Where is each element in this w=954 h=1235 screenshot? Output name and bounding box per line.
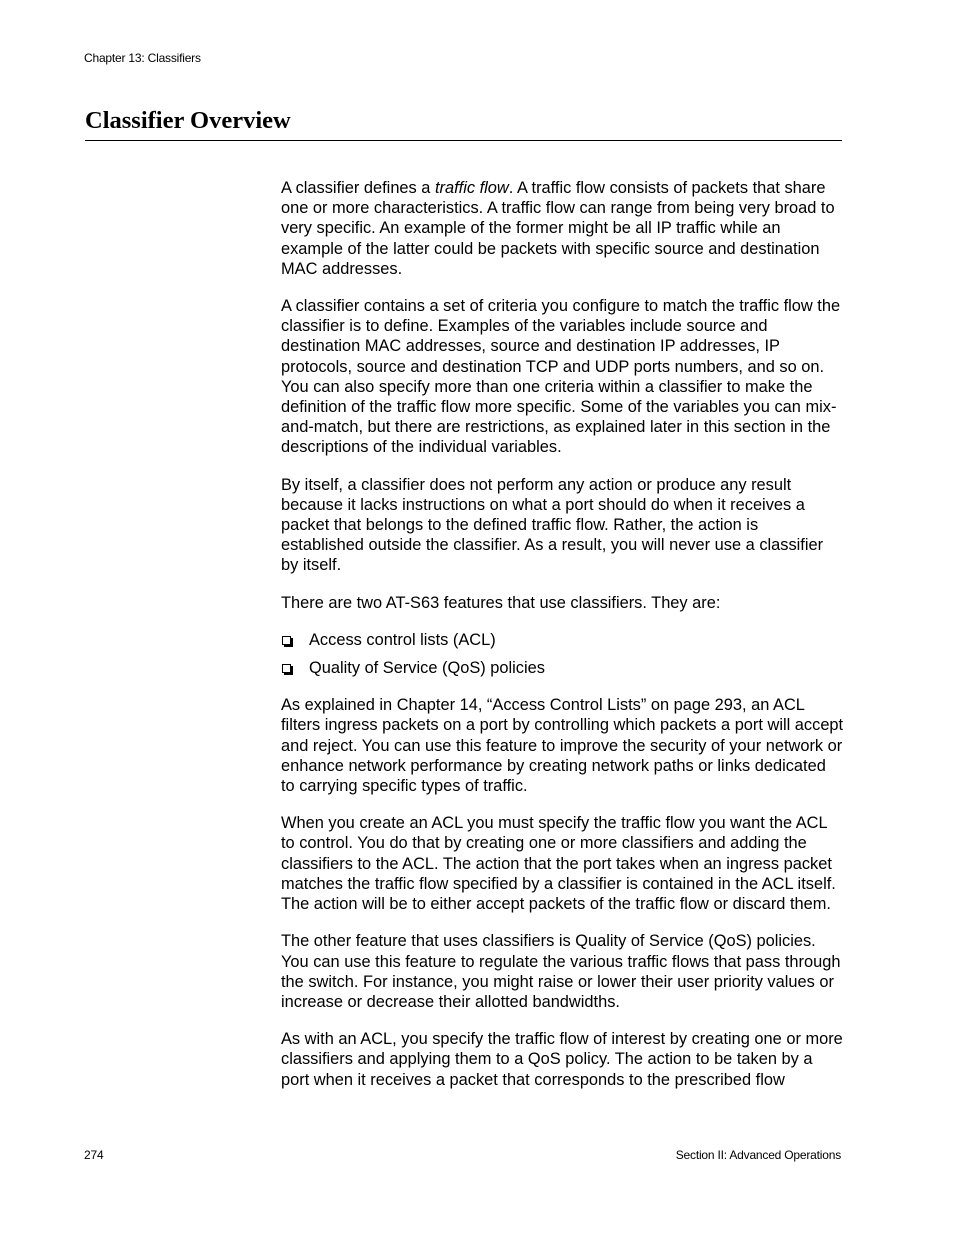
paragraph-1-lead: A classifier defines a (281, 179, 435, 197)
feature-list (281, 630, 844, 678)
list-item-label: Access control lists (ACL) (309, 630, 496, 649)
list-item (281, 658, 844, 678)
paragraph-1 (281, 178, 844, 279)
paragraph-8: As with an ACL, you specify the traffic flow of interest by creating one or more classifiers and applying them to a QoS policy. The action to be taken by a port when it receives a packet that corresponds to the prescribed flow (281, 1030, 843, 1089)
running-header: Chapter 13: Classifiers (84, 51, 201, 65)
list-item (281, 630, 844, 650)
paragraph-1-rest: . A traffic flow consists of packets that share one or more characteristics. A traffic flow can range from being very broad to very specific. An example of the former might be all IP traffic while an example of the latter could be packets with specific source and destination MAC addresses. (281, 179, 835, 278)
paragraph-2: A classifier contains a set of criteria you configure to match the traffic flow the classifier is to define. Examples of the variables include source and destination MAC addresses, source and destination IP addresses, IP protocols, source and destination TCP and UDP ports numbers, and so on. You can also specify more than one criteria within a classifier to make the definition of the traffic flow more specific. Some of the variables you can mix-and-match, but there are restrictions, as explained later in this section in the descriptions of the individual variables. (281, 297, 841, 457)
checkbox-bullet-icon (282, 664, 291, 673)
term-traffic-flow: traffic flow (434, 179, 509, 197)
page-number: 274 (84, 1148, 104, 1162)
paragraph-7: The other feature that uses classifiers is Quality of Service (QoS) policies. You can use this feature to regulate the various traffic flows that pass through the switch. For instance, you might raise or lower their user priority values or increase or decrease their allotted bandwidths. (281, 932, 841, 1011)
list-item-label: Quality of Service (QoS) policies (309, 659, 545, 678)
body-content (281, 178, 844, 1107)
title-divider (85, 140, 842, 141)
paragraph-4: There are two AT-S63 features that use classifiers. They are: (281, 593, 721, 612)
page-title: Classifier Overview (85, 107, 291, 134)
paragraph-3: By itself, a classifier does not perform any action or produce any result because it lacks instructions on what a port should do when it receives a packet that belongs to the defined traffic flow. Rather, the action is established outside the classifier. As a result, you will never use a classifier by itself. (281, 475, 824, 575)
paragraph-5: As explained in Chapter 14, “Access Control Lists” on page 293, an ACL filters ingress packets on a port by controlling which packets a port will accept and reject. You can use this feature to improve the security of your network or enhance network performance by creating network paths or links dedicated to carrying specific types of traffic. (281, 696, 844, 796)
paragraph-6: When you create an ACL you must specify the traffic flow you want the ACL to control. You do that by creating one or more classifiers and adding the classifiers to the ACL. The action that the port takes when an ingress packet matches the traffic flow specified by a classifier is contained in the ACL itself. The action will be to either accept packets of the traffic flow or discard them. (281, 814, 836, 914)
checkbox-bullet-icon (282, 636, 291, 645)
footer-section-title: Section II: Advanced Operations (675, 1148, 841, 1162)
